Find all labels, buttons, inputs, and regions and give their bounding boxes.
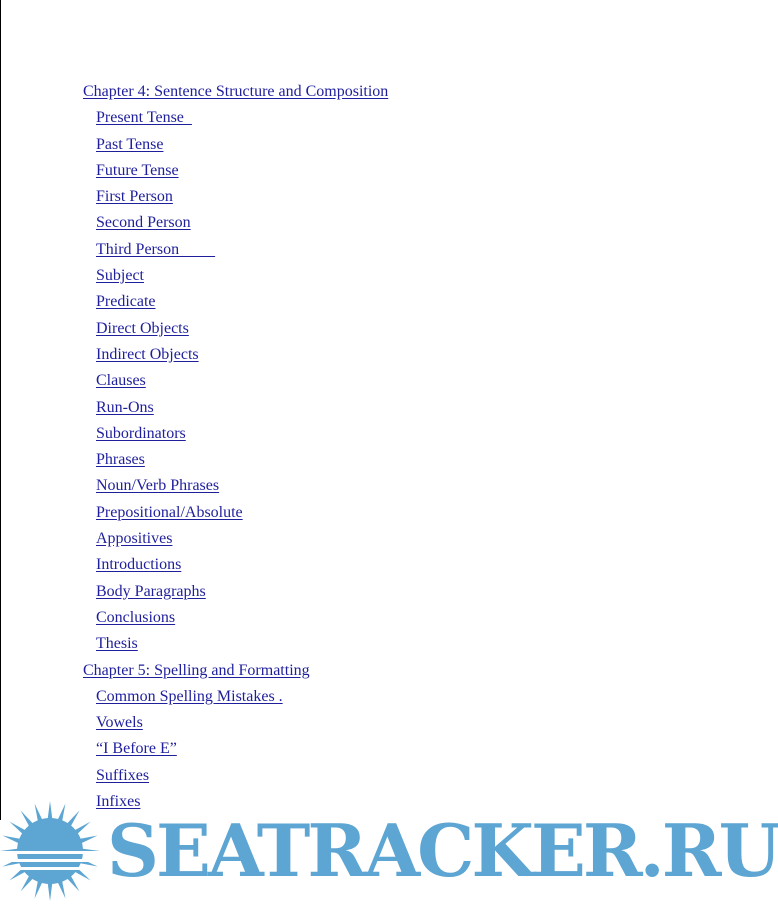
watermark-text: SEATRACKER.RU — [107, 808, 778, 893]
toc-section-link[interactable]: Vowels — [96, 714, 143, 732]
toc-section-row — [0, 552, 699, 578]
toc-section-row — [0, 105, 699, 131]
toc-section-link[interactable]: Infixes — [96, 793, 141, 811]
toc-section-row — [0, 763, 699, 789]
toc-section-row — [0, 184, 699, 210]
toc-section-link[interactable]: Predicate — [96, 293, 156, 311]
toc-section-link[interactable]: Noun/Verb Phrases — [96, 477, 220, 495]
toc-section-row — [0, 342, 699, 368]
toc-section-row — [0, 500, 699, 526]
toc-section-row — [0, 368, 699, 394]
toc-section-link[interactable]: Clauses — [96, 372, 146, 390]
toc-section-link[interactable]: Direct Objects — [96, 319, 189, 337]
toc-section-link[interactable]: Third Person — [96, 240, 216, 258]
toc-section-row — [0, 684, 699, 710]
toc-section-link[interactable]: Conclusions — [96, 608, 176, 626]
toc-section-link[interactable]: First Person — [96, 188, 173, 206]
toc-chapter-row — [0, 79, 699, 105]
toc-section-row — [0, 710, 699, 736]
toc-section-link[interactable]: Subordinators — [96, 424, 186, 442]
toc-section-link[interactable]: Introductions — [96, 556, 182, 574]
toc-section-row — [0, 158, 699, 184]
toc-section-link[interactable]: Indirect Objects — [96, 345, 199, 363]
toc-section-row — [0, 631, 699, 657]
toc-section-link[interactable]: Second Person — [96, 214, 191, 232]
toc-section-row — [0, 526, 699, 552]
sun-icon — [0, 796, 110, 905]
toc-section-row — [0, 263, 699, 289]
toc-chapter-link[interactable]: Chapter 4: Sentence Structure and Composition — [83, 83, 389, 100]
toc-section-link[interactable]: Body Paragraphs — [96, 582, 206, 600]
toc-section-row — [0, 473, 699, 499]
toc-section-row — [0, 395, 699, 421]
toc-section-link[interactable]: Suffixes — [96, 766, 150, 784]
toc-section-row — [0, 289, 699, 315]
toc-section-row — [0, 447, 699, 473]
toc-section-link[interactable]: Past Tense — [96, 135, 164, 153]
toc-chapter-link[interactable]: Chapter 5: Spelling and Formatting — [83, 661, 310, 679]
table-of-contents — [0, 79, 699, 815]
toc-section-link[interactable]: Appositives — [96, 530, 173, 548]
toc-section-link[interactable]: Run-Ons — [96, 398, 154, 416]
toc-section-row — [0, 316, 699, 342]
toc-section-link[interactable]: Present Tense — [96, 109, 192, 127]
toc-section-link[interactable]: Subject — [96, 267, 144, 285]
toc-section-link[interactable]: Prepositional/Absolute — [96, 503, 243, 521]
toc-section-row — [0, 210, 699, 236]
toc-section-row — [0, 421, 699, 447]
toc-section-row — [0, 605, 699, 631]
toc-section-row — [0, 579, 699, 605]
toc-section-row — [0, 237, 699, 263]
toc-section-link[interactable]: “I Before E” — [96, 740, 177, 758]
toc-chapter-row — [0, 658, 699, 684]
toc-section-row — [0, 132, 699, 158]
toc-section-link[interactable]: Thesis — [96, 635, 138, 653]
toc-section-row — [0, 736, 699, 762]
toc-section-link[interactable]: Future Tense — [96, 161, 179, 179]
toc-section-link[interactable]: Phrases — [96, 451, 145, 469]
toc-section-link[interactable]: Common Spelling Mistakes . — [96, 687, 283, 705]
